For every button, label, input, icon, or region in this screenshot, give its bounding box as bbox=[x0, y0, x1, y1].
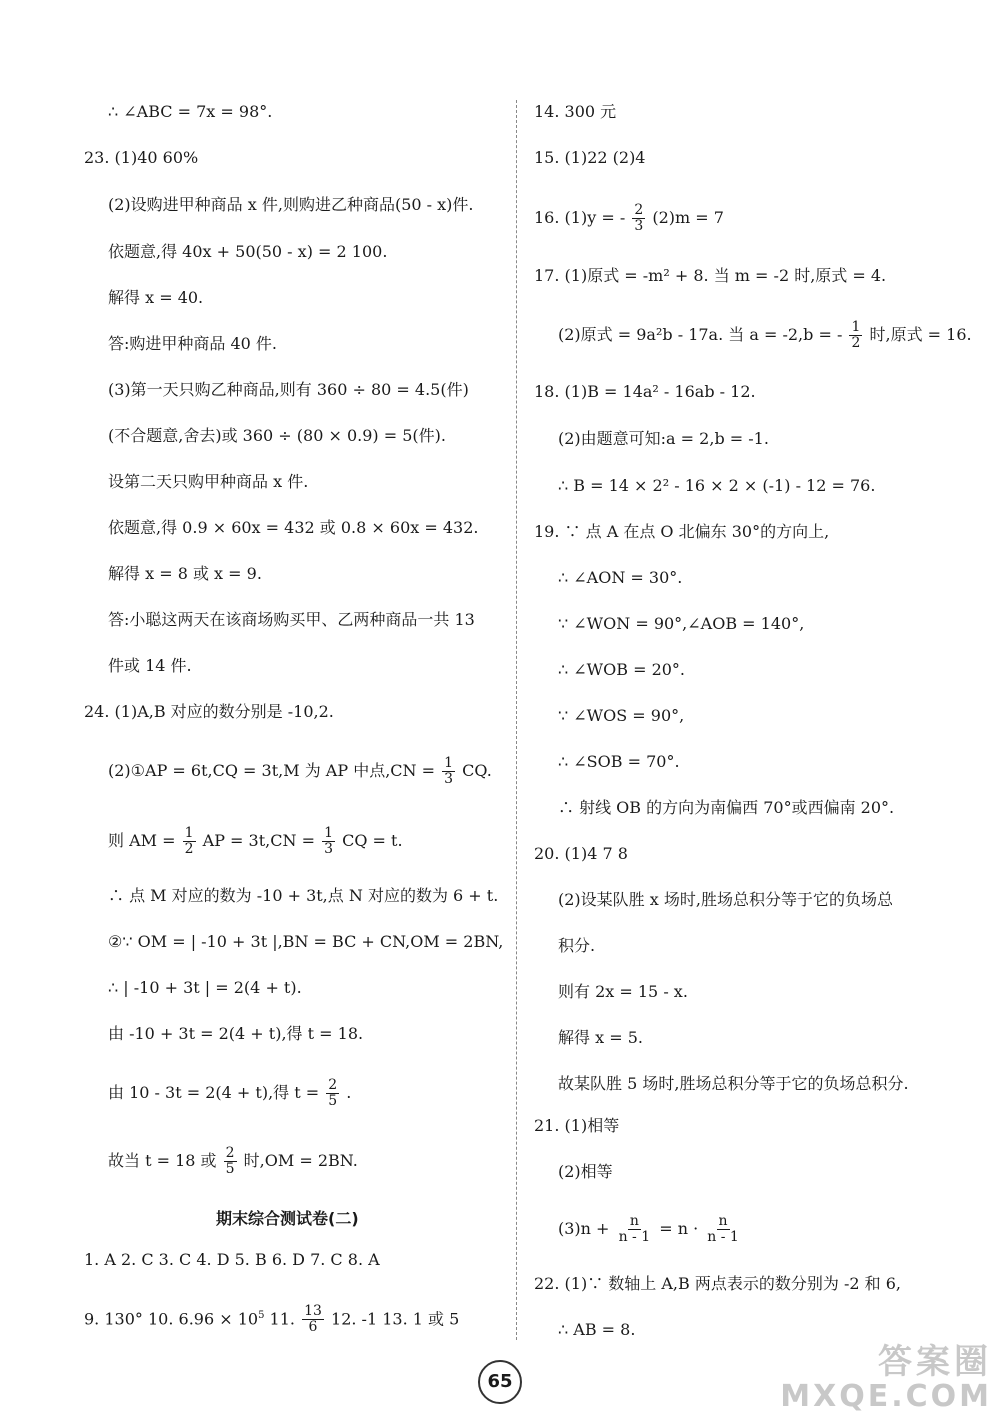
text-segment: (2)m = 7 bbox=[652, 208, 724, 227]
answer-16 bbox=[534, 203, 724, 234]
fraction bbox=[617, 1214, 653, 1245]
fraction bbox=[302, 1304, 324, 1335]
fraction bbox=[224, 1146, 237, 1177]
text-segment: (2)①AP = 6t,CQ = 3t,M 为 AP 中点,CN = bbox=[108, 761, 436, 780]
text-line: ∴ ∠WOB = 20°. bbox=[558, 660, 686, 679]
answer-17-1: 17. (1)原式 = -m² + 8. 当 m = -2 时,原式 = 4. bbox=[534, 266, 887, 285]
numerator: 13 bbox=[304, 1303, 322, 1320]
numerator: 1 bbox=[851, 319, 861, 335]
text-line: (2)由题意可知:a = 2,b = -1. bbox=[558, 429, 769, 448]
answer-17-2 bbox=[558, 320, 972, 351]
text-line: 则有 2x = 15 - x. bbox=[558, 982, 688, 1001]
math-line bbox=[108, 1078, 351, 1109]
text-line: ∴ | -10 + 3t | = 2(4 + t). bbox=[108, 978, 302, 997]
text-segment: AP = 3t,CN = bbox=[202, 831, 315, 850]
numerator: 1 bbox=[324, 825, 333, 841]
text-line: 设第二天只购甲种商品 x 件. bbox=[108, 472, 309, 491]
text-segment: 则 AM = bbox=[108, 831, 176, 850]
answer-15: 15. (1)22 (2)4 bbox=[534, 148, 646, 167]
text-line: (2)相等 bbox=[558, 1162, 613, 1181]
text-line: ∴ ∠SOB = 70°. bbox=[558, 752, 680, 771]
text-line: 故某队胜 5 场时,胜场总积分等于它的负场总积分. bbox=[558, 1074, 909, 1093]
fraction bbox=[183, 826, 196, 857]
text-line: ∴ B = 14 × 2² - 16 × 2 × (-1) - 12 = 76. bbox=[558, 476, 876, 495]
answer-21-1: 21. (1)相等 bbox=[534, 1116, 620, 1135]
math-line bbox=[108, 826, 403, 857]
text-line: 积分. bbox=[558, 936, 596, 955]
numerator: 1 bbox=[184, 825, 194, 841]
numerator: 2 bbox=[225, 1145, 235, 1161]
text-line: ∴ 射线 OB 的方向为南偏西 70°或西偏南 20°. bbox=[558, 798, 895, 817]
text-line: ∵ ∠WOS = 90°, bbox=[558, 706, 685, 725]
fraction bbox=[632, 203, 645, 234]
text-line: ∴ ∠ABC = 7x = 98°. bbox=[108, 102, 273, 121]
section-title: 期末综合测试卷(二) bbox=[216, 1209, 359, 1228]
answer-14: 14. 300 元 bbox=[534, 102, 617, 121]
answer-23-1: 23. (1)40 60% bbox=[84, 148, 199, 167]
numerator: 2 bbox=[328, 1077, 338, 1093]
text-line: ②∵ OM = | -10 + 3t |,BN = BC + CN,OM = 2BN, bbox=[108, 932, 504, 951]
text-segment: 9. 130° 10. 6.96 × 10 bbox=[84, 1309, 259, 1329]
denominator: 3 bbox=[444, 771, 454, 787]
text-line: 依题意,得 40x + 50(50 - x) = 2 100. bbox=[108, 242, 388, 261]
watermark-url: MXQE.COM bbox=[780, 1379, 992, 1414]
page-number: 65 bbox=[478, 1360, 522, 1404]
text-line: ∴ ∠AON = 30°. bbox=[558, 568, 683, 587]
column-divider bbox=[516, 100, 517, 1340]
math-line bbox=[108, 1146, 358, 1177]
answer-21-3 bbox=[558, 1214, 743, 1245]
text-line: 解得 x = 40. bbox=[108, 288, 204, 307]
text-line: 件或 14 件. bbox=[108, 656, 192, 675]
fill-in-answers bbox=[84, 1304, 459, 1335]
numerator: 1 bbox=[444, 755, 454, 771]
watermark-logo bbox=[780, 1343, 992, 1413]
text-line: (2)设某队胜 x 场时,胜场总积分等于它的负场总 bbox=[558, 890, 893, 909]
multiple-choice-answers: 1. A 2. C 3. C 4. D 5. B 6. D 7. C 8. A bbox=[84, 1250, 380, 1269]
denominator: n - 1 bbox=[707, 1229, 739, 1245]
text-segment: 由 10 - 3t = 2(4 + t),得 t = bbox=[108, 1083, 320, 1102]
denominator: 5 bbox=[328, 1093, 338, 1109]
text-line: 依题意,得 0.9 × 60x = 432 或 0.8 × 60x = 432. bbox=[108, 518, 479, 537]
answer-24-1: 24. (1)A,B 对应的数分别是 -10,2. bbox=[84, 702, 334, 721]
text-line: 答:购进甲种商品 40 件. bbox=[108, 334, 278, 353]
text-line: 解得 x = 5. bbox=[558, 1028, 643, 1047]
text-segment: . bbox=[346, 1083, 352, 1102]
answer-20-1: 20. (1)4 7 8 bbox=[534, 844, 628, 863]
text-line: (3)第一天只购乙种商品,则有 360 ÷ 80 = 4.5(件) bbox=[108, 380, 469, 399]
denominator: 2 bbox=[851, 335, 861, 351]
text-segment: 故当 t = 18 或 bbox=[108, 1151, 217, 1170]
text-line: ∴ AB = 8. bbox=[558, 1320, 636, 1339]
text-line: (2)设购进甲种商品 x 件,则购进乙种商品(50 - x)件. bbox=[108, 195, 474, 214]
math-line bbox=[108, 756, 492, 787]
text-line: 解得 x = 8 或 x = 9. bbox=[108, 564, 262, 583]
fraction bbox=[326, 1078, 339, 1109]
numerator: 2 bbox=[634, 202, 644, 218]
answer-18-1: 18. (1)B = 14a² - 16ab - 12. bbox=[534, 382, 756, 401]
text-line: ∴ 点 M 对应的数为 -10 + 3t,点 N 对应的数为 6 + t. bbox=[108, 886, 499, 905]
denominator: 3 bbox=[634, 218, 644, 234]
text-line: 答:小聪这两天在该商场购买甲、乙两种商品一共 13 bbox=[108, 610, 475, 629]
denominator: 2 bbox=[184, 841, 194, 857]
text-segment: 时,原式 = 16. bbox=[869, 325, 972, 344]
text-line: (不合题意,舍去)或 360 ÷ (80 × 0.9) = 5(件). bbox=[108, 426, 446, 445]
text-line: 由 -10 + 3t = 2(4 + t),得 t = 18. bbox=[108, 1024, 364, 1043]
fraction bbox=[442, 756, 455, 787]
answer-19: 19. ∵ 点 A 在点 O 北偏东 30°的方向上, bbox=[534, 522, 830, 541]
text-segment: 16. (1)y = - bbox=[534, 208, 626, 227]
text-segment: = n · bbox=[659, 1219, 699, 1238]
fraction bbox=[322, 826, 335, 857]
text-segment: (2)原式 = 9a²b - 17a. 当 a = -2,b = - bbox=[558, 325, 843, 344]
numerator: n bbox=[629, 1213, 639, 1229]
text-segment: (3)n + bbox=[558, 1219, 610, 1238]
text-segment: CQ. bbox=[462, 761, 492, 780]
text-segment: 时,OM = 2BN. bbox=[243, 1151, 358, 1170]
fraction bbox=[705, 1214, 741, 1245]
text-segment: CQ = t. bbox=[342, 831, 403, 850]
text-segment: 11. bbox=[269, 1309, 295, 1329]
fraction bbox=[849, 320, 862, 351]
exponent: 5 bbox=[258, 1310, 265, 1321]
watermark-text: 答案圈 bbox=[878, 1342, 992, 1382]
text-segment: 12. -1 13. 1 或 5 bbox=[331, 1309, 460, 1329]
denominator: 5 bbox=[225, 1161, 235, 1177]
denominator: 6 bbox=[308, 1319, 318, 1336]
numerator: n bbox=[718, 1213, 728, 1229]
denominator: 3 bbox=[324, 841, 333, 857]
denominator: n - 1 bbox=[618, 1229, 651, 1245]
text-line: ∵ ∠WON = 90°,∠AOB = 140°, bbox=[558, 614, 805, 633]
answer-22-1: 22. (1)∵ 数轴上 A,B 两点表示的数分别为 -2 和 6, bbox=[534, 1274, 901, 1293]
